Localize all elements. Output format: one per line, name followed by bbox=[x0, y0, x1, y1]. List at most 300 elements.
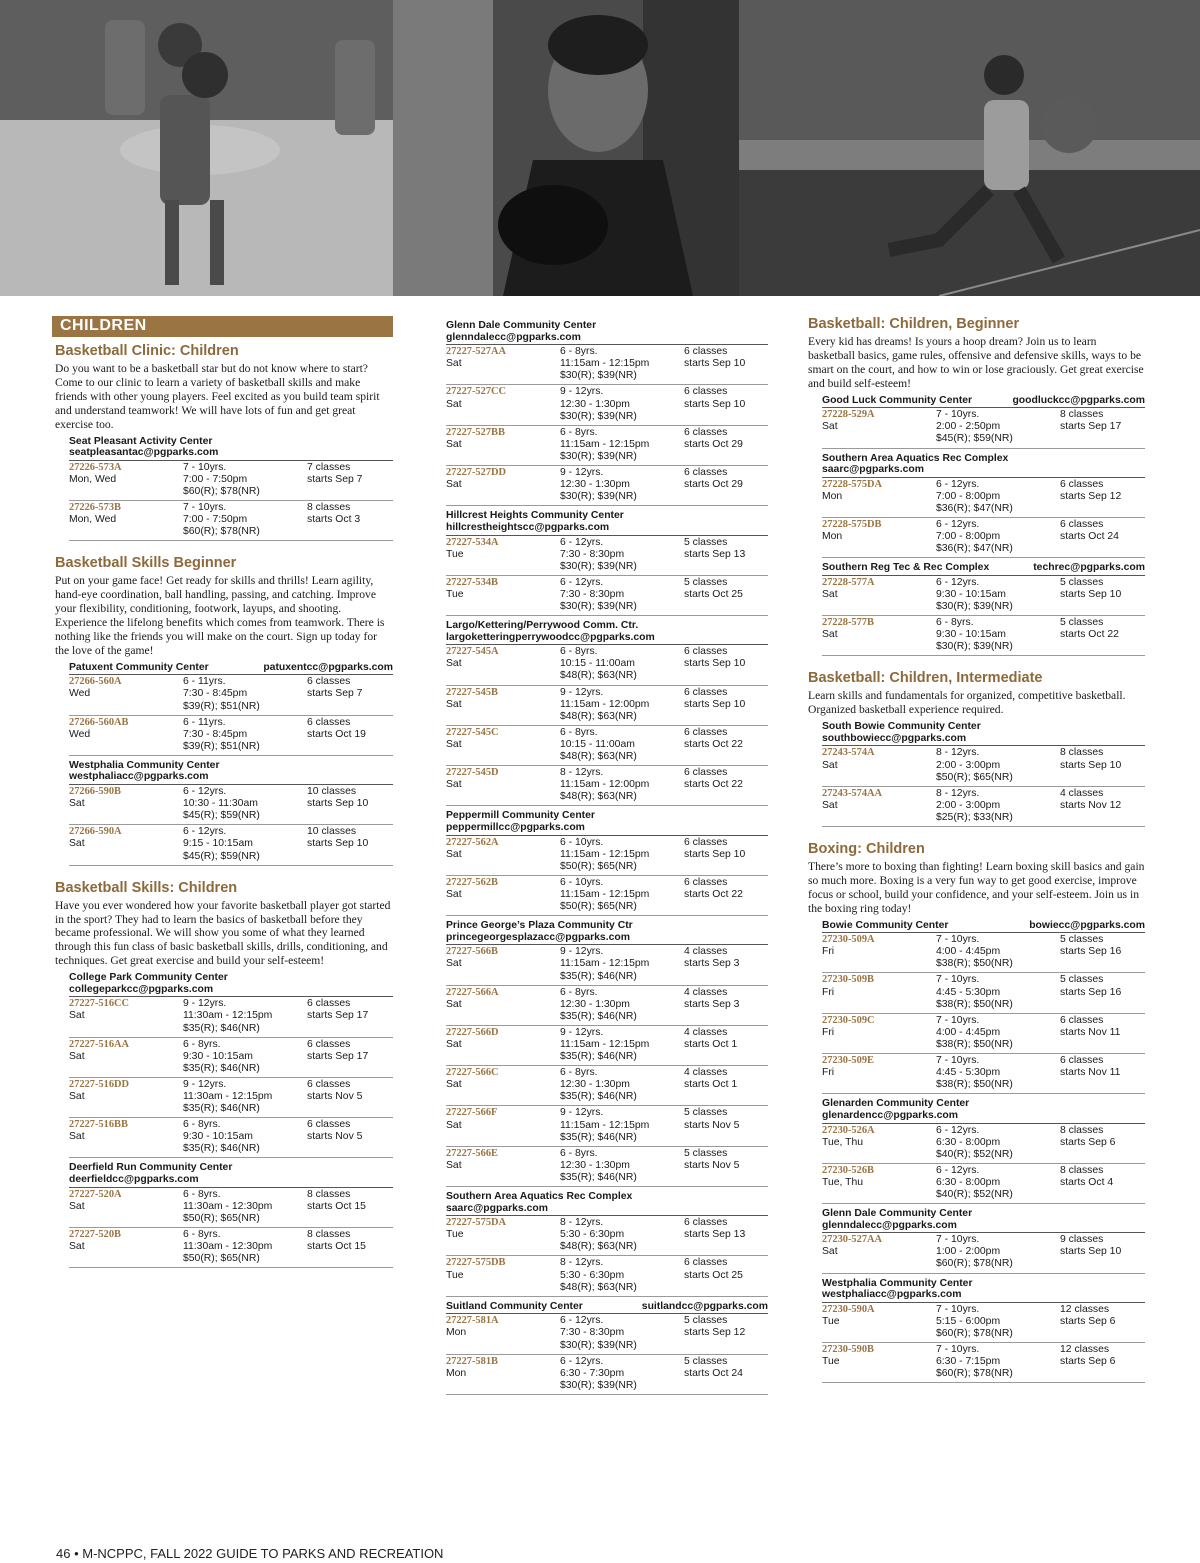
class-code[interactable]: 27243-574A bbox=[822, 747, 875, 759]
class-start: starts Sep 10 bbox=[684, 658, 746, 670]
class-row bbox=[69, 716, 393, 756]
class-ages: 7 - 10yrs. bbox=[936, 1303, 980, 1315]
class-row bbox=[822, 787, 1145, 827]
class-price: $60(R); $78(NR) bbox=[936, 1368, 1013, 1380]
class-time: 6:30 - 7:30pm bbox=[560, 1367, 625, 1379]
class-row bbox=[446, 426, 768, 466]
class-price: $50(R); $65(NR) bbox=[183, 1212, 260, 1224]
class-row bbox=[822, 1124, 1145, 1164]
venue-name: South Bowie Community Center bbox=[822, 721, 981, 733]
class-ages: 7 - 10yrs. bbox=[936, 1014, 980, 1026]
class-start: starts Sep 7 bbox=[307, 473, 363, 485]
venue-email-link[interactable]: glenardencc@pgparks.com bbox=[822, 1109, 959, 1121]
venue-name: Bowie Community Center bbox=[822, 919, 949, 931]
class-count: 10 classes bbox=[307, 826, 357, 838]
class-price: $48(R); $63(NR) bbox=[560, 751, 637, 762]
section-description: Learn skills and fundamentals for organized, competitive basketball. Organized basketball experience required. bbox=[808, 689, 1126, 717]
venue-email-link[interactable]: seatpleasantac@pgparks.com bbox=[69, 447, 219, 459]
venue-header bbox=[446, 510, 768, 535]
class-day: Sat bbox=[446, 738, 462, 750]
class-day: Sat bbox=[69, 1200, 85, 1212]
venue-email-link[interactable]: southbowiecc@pgparks.com bbox=[822, 732, 967, 744]
class-day: Sat bbox=[446, 658, 462, 670]
class-code[interactable]: 27227-520B bbox=[69, 1228, 121, 1240]
class-time: 10:15 - 11:00am bbox=[560, 738, 635, 750]
class-row bbox=[822, 1054, 1145, 1094]
class-code[interactable]: 27227-527CC bbox=[446, 386, 507, 398]
class-row bbox=[446, 1314, 768, 1354]
venue-block bbox=[446, 810, 768, 916]
section-title: Basketball Skills: Children bbox=[55, 879, 238, 896]
class-ages: 6 - 12yrs. bbox=[560, 536, 604, 548]
section-description: Put on your game face! Get ready for skills and thrills! Learn agility, hand-eye coordination, ball handling, passing, and catching. Improve your flexibility, conditioning, footwork, layups, and shooting. Experience the lifelong benefits which comes from teamwork. There is nothing like the friends you will make on the court. Sign up today for the love of the game! bbox=[55, 574, 385, 657]
class-count: 8 classes bbox=[307, 502, 351, 513]
class-start: starts Sep 17 bbox=[1060, 421, 1122, 433]
class-code[interactable]: 27227-562A bbox=[446, 836, 499, 848]
class-count: 5 classes bbox=[684, 576, 728, 588]
class-count: 6 classes bbox=[684, 836, 728, 848]
class-code[interactable]: 27266-560A bbox=[69, 676, 122, 688]
class-code[interactable]: 27227-545C bbox=[446, 726, 499, 738]
venue-email-link[interactable]: patuxentcc@pgparks.com bbox=[263, 661, 393, 673]
class-code[interactable]: 27227-575DA bbox=[446, 1217, 507, 1229]
class-row bbox=[69, 785, 393, 825]
class-count: 6 classes bbox=[307, 676, 351, 688]
class-day: Sat bbox=[446, 848, 462, 860]
class-day: Sat bbox=[446, 958, 462, 970]
class-ages: 7 - 10yrs. bbox=[936, 409, 980, 421]
class-count: 10 classes bbox=[307, 786, 357, 798]
class-start: starts Oct 22 bbox=[684, 888, 743, 900]
class-ages: 6 - 12yrs. bbox=[560, 1315, 604, 1327]
class-price: $30(R); $39(NR) bbox=[936, 641, 1013, 653]
class-row bbox=[822, 1343, 1145, 1383]
class-day: Sat bbox=[446, 479, 462, 491]
venue-header bbox=[69, 972, 393, 997]
class-count: 12 classes bbox=[1060, 1303, 1110, 1315]
class-day: Mon, Wed bbox=[69, 514, 117, 526]
venue-header bbox=[822, 1278, 1145, 1303]
class-count: 6 classes bbox=[307, 1119, 351, 1131]
class-time: 7:00 - 7:50pm bbox=[183, 473, 248, 485]
venue-email-link[interactable]: westphaliacc@pgparks.com bbox=[822, 1289, 962, 1301]
class-price: $30(R); $39(NR) bbox=[560, 491, 637, 503]
class-start: starts Nov 5 bbox=[307, 1131, 363, 1143]
class-ages: 6 - 8yrs. bbox=[560, 986, 598, 998]
venue-email-link[interactable]: largoketteringperrywoodcc@pgparks.com bbox=[446, 631, 655, 643]
class-ages: 9 - 12yrs. bbox=[560, 946, 604, 958]
class-ages: 6 - 12yrs. bbox=[936, 1164, 980, 1176]
class-ages: 6 - 8yrs. bbox=[560, 1067, 598, 1079]
class-code[interactable]: 27230-526B bbox=[822, 1164, 874, 1176]
class-day: Sat bbox=[822, 759, 838, 771]
venue-header bbox=[446, 1301, 768, 1315]
class-code[interactable]: 27227-575DB bbox=[446, 1257, 506, 1269]
class-start: starts Sep 17 bbox=[307, 1050, 369, 1062]
class-row bbox=[446, 726, 768, 766]
class-ages: 7 - 10yrs. bbox=[936, 974, 980, 986]
class-price: $35(R); $46(NR) bbox=[560, 1051, 637, 1063]
class-count: 4 classes bbox=[1060, 787, 1104, 799]
class-start: starts Oct 22 bbox=[684, 738, 743, 750]
class-price: $30(R); $39(NR) bbox=[560, 450, 637, 462]
class-price: $38(R); $50(NR) bbox=[936, 1079, 1013, 1091]
class-code[interactable]: 27230-527AA bbox=[822, 1234, 883, 1246]
class-row bbox=[69, 997, 393, 1037]
class-day: Tue bbox=[446, 588, 464, 600]
class-count: 6 classes bbox=[1060, 1014, 1104, 1026]
class-code[interactable]: 27227-566B bbox=[446, 946, 498, 958]
class-price: $35(R); $46(NR) bbox=[183, 1062, 260, 1074]
class-day: Mon bbox=[446, 1327, 467, 1339]
class-start: starts Sep 7 bbox=[307, 688, 363, 700]
class-time: 9:30 - 10:15am bbox=[183, 1131, 253, 1143]
section-title: Basketball Skills Beginner bbox=[55, 555, 237, 572]
venue-email-link[interactable]: peppermillcc@pgparks.com bbox=[446, 821, 585, 833]
class-ages: 6 - 8yrs. bbox=[183, 1188, 221, 1200]
class-time: 11:30am - 12:30pm bbox=[183, 1241, 273, 1253]
venue-name: Good Luck Community Center bbox=[822, 394, 973, 406]
class-start: starts Oct 3 bbox=[307, 514, 361, 526]
venue-header bbox=[822, 1208, 1145, 1233]
class-ages: 6 - 12yrs. bbox=[936, 1124, 980, 1136]
class-time: 10:15 - 11:00am bbox=[560, 658, 635, 670]
class-count: 5 classes bbox=[684, 1355, 728, 1367]
venue-email-link[interactable]: goodluckcc@pgparks.com bbox=[1012, 394, 1145, 406]
class-day: Wed bbox=[69, 728, 91, 740]
class-ages: 9 - 12yrs. bbox=[560, 1026, 604, 1038]
class-price: $38(R); $50(NR) bbox=[936, 998, 1013, 1010]
class-ages: 6 - 12yrs. bbox=[560, 576, 604, 588]
class-price: $50(R); $65(NR) bbox=[183, 1253, 260, 1265]
class-code[interactable]: 27227-516BB bbox=[69, 1119, 128, 1131]
class-count: 6 classes bbox=[684, 386, 728, 398]
class-ages: 7 - 10yrs. bbox=[936, 1344, 980, 1355]
class-ages: 8 - 12yrs. bbox=[560, 767, 604, 779]
class-start: starts Oct 15 bbox=[307, 1241, 366, 1253]
class-count: 5 classes bbox=[684, 1107, 728, 1119]
class-code[interactable]: 27228-575DB bbox=[822, 518, 882, 530]
venue-name: Westphalia Community Center bbox=[69, 759, 220, 771]
venue-email-link[interactable]: deerfieldcc@pgparks.com bbox=[69, 1174, 199, 1186]
class-start: starts Sep 3 bbox=[684, 998, 740, 1010]
venue-email-link[interactable]: techrec@pgparks.com bbox=[1033, 562, 1145, 574]
class-day: Sat bbox=[69, 1131, 85, 1143]
class-ages: 9 - 12yrs. bbox=[560, 467, 604, 479]
class-count: 9 classes bbox=[1060, 1234, 1104, 1246]
class-code[interactable]: 27227-516CC bbox=[69, 998, 130, 1010]
class-ages: 7 - 10yrs. bbox=[936, 934, 980, 946]
class-count: 4 classes bbox=[684, 946, 728, 958]
class-price: $40(R); $52(NR) bbox=[936, 1188, 1013, 1200]
class-ages: 6 - 8yrs. bbox=[183, 1038, 221, 1050]
class-code[interactable]: 27227-566A bbox=[446, 986, 499, 998]
class-start: starts Oct 4 bbox=[1060, 1176, 1114, 1188]
class-start: starts Nov 5 bbox=[684, 1119, 740, 1131]
class-ages: 9 - 12yrs. bbox=[183, 998, 227, 1010]
class-code[interactable]: 27227-527BB bbox=[446, 426, 505, 438]
venue-header bbox=[69, 1162, 393, 1187]
section-title: Basketball Clinic: Children bbox=[55, 343, 239, 359]
class-code[interactable]: 27228-577B bbox=[822, 617, 874, 629]
class-start: starts Oct 29 bbox=[684, 438, 743, 450]
class-start: starts Sep 17 bbox=[307, 1010, 369, 1022]
venue-email-link[interactable]: saarc@pgparks.com bbox=[446, 1202, 548, 1214]
venue-email-link[interactable]: glenndalecc@pgparks.com bbox=[446, 331, 581, 343]
class-day: Sat bbox=[446, 398, 462, 410]
class-row bbox=[446, 836, 768, 876]
class-code[interactable]: 27228-577A bbox=[822, 576, 875, 588]
class-start: starts Sep 12 bbox=[684, 1327, 746, 1339]
class-code[interactable]: 27227-527AA bbox=[446, 346, 507, 358]
class-time: 1:00 - 2:00pm bbox=[936, 1246, 1001, 1258]
class-price: $35(R); $46(NR) bbox=[560, 1171, 637, 1183]
class-day: Mon, Wed bbox=[69, 473, 117, 485]
class-start: starts Sep 10 bbox=[307, 838, 369, 850]
class-start: starts Oct 1 bbox=[684, 1038, 738, 1050]
class-count: 8 classes bbox=[1060, 1164, 1104, 1176]
class-time: 11:30am - 12:30pm bbox=[183, 1200, 273, 1212]
class-count: 6 classes bbox=[684, 726, 728, 738]
class-row bbox=[446, 1066, 768, 1106]
section-description: Every kid has dreams! Is yours a hoop dream? Join us to learn basketball basics, game rules, offensive and defensive skills, ways to be smart on the court, and how to win or lose graciously. Get great exercise and build self-esteem! bbox=[808, 335, 1144, 390]
page-footer: 46 • M-NCPPC, FALL 2022 GUIDE TO PARKS AND RECREATION bbox=[56, 1546, 444, 1561]
class-code[interactable]: 27227-581A bbox=[446, 1315, 499, 1327]
class-price: $35(R); $46(NR) bbox=[560, 970, 637, 982]
class-code[interactable]: 27227-545A bbox=[446, 646, 499, 658]
venue-email-link[interactable]: collegeparkcc@pgparks.com bbox=[69, 983, 214, 995]
venue-name: Largo/Kettering/Perrywood Comm. Ctr. bbox=[446, 620, 639, 632]
class-price: $35(R); $46(NR) bbox=[560, 1091, 637, 1103]
section-title: Basketball: Children, Beginner bbox=[808, 316, 1020, 332]
class-code[interactable]: 27227-545D bbox=[446, 767, 499, 779]
class-code[interactable]: 27266-590B bbox=[69, 786, 121, 798]
venue-header bbox=[822, 395, 1145, 409]
class-price: $39(R); $51(NR) bbox=[183, 740, 260, 752]
class-row bbox=[69, 1078, 393, 1118]
venue-email-link[interactable]: saarc@pgparks.com bbox=[822, 464, 924, 476]
class-time: 6:30 - 8:00pm bbox=[936, 1136, 1001, 1148]
class-row bbox=[69, 1228, 393, 1268]
class-start: starts Oct 1 bbox=[684, 1079, 738, 1091]
class-code[interactable]: 27230-509A bbox=[822, 934, 875, 946]
venue-email-link[interactable]: bowiecc@pgparks.com bbox=[1029, 919, 1145, 931]
venue-header bbox=[822, 920, 1145, 934]
class-count: 5 classes bbox=[684, 536, 728, 548]
class-price: $35(R); $46(NR) bbox=[560, 1010, 637, 1022]
class-code[interactable]: 27230-590B bbox=[822, 1344, 874, 1355]
class-start: starts Sep 10 bbox=[684, 698, 746, 710]
class-price: $39(R); $51(NR) bbox=[183, 700, 260, 712]
venue-block bbox=[55, 1162, 393, 1268]
class-row bbox=[69, 1188, 393, 1228]
class-time: 9:30 - 10:15am bbox=[183, 1050, 253, 1062]
class-code[interactable]: 27227-520A bbox=[69, 1188, 122, 1200]
class-row bbox=[446, 536, 768, 576]
class-code[interactable]: 27230-590A bbox=[822, 1303, 875, 1315]
class-day: Mon bbox=[446, 1367, 467, 1379]
class-time: 11:15am - 12:15pm bbox=[560, 888, 650, 900]
class-code[interactable]: 27230-526A bbox=[822, 1124, 875, 1136]
class-price: $48(R); $63(NR) bbox=[560, 710, 637, 722]
class-day: Tue bbox=[446, 1269, 464, 1281]
class-day: Sat bbox=[69, 1010, 85, 1022]
class-day: Sat bbox=[446, 779, 462, 791]
basketball-shooter-photo bbox=[0, 0, 393, 296]
class-ages: 6 - 8yrs. bbox=[560, 346, 598, 358]
class-start: starts Sep 3 bbox=[684, 958, 740, 970]
class-start: starts Sep 16 bbox=[1060, 946, 1122, 958]
class-code[interactable]: 27230-509E bbox=[822, 1055, 874, 1067]
class-row bbox=[822, 478, 1145, 518]
class-code[interactable]: 27227-545B bbox=[446, 686, 498, 698]
class-code[interactable]: 27227-516DD bbox=[69, 1078, 130, 1090]
class-day: Sat bbox=[69, 1241, 85, 1253]
class-count: 8 classes bbox=[1060, 409, 1104, 421]
venue-header bbox=[446, 920, 768, 945]
venue-email-link[interactable]: westphaliacc@pgparks.com bbox=[69, 771, 209, 783]
class-code[interactable]: 27227-566C bbox=[446, 1067, 499, 1079]
class-ages: 9 - 12yrs. bbox=[560, 1107, 604, 1119]
class-ages: 6 - 8yrs. bbox=[560, 726, 598, 738]
venue-name: Seat Pleasant Activity Center bbox=[69, 435, 213, 447]
venue-name: Glenn Dale Community Center bbox=[446, 320, 597, 331]
class-code[interactable]: 27227-581B bbox=[446, 1355, 498, 1367]
class-row bbox=[69, 461, 393, 501]
class-row bbox=[822, 576, 1145, 616]
class-time: 7:30 - 8:30pm bbox=[560, 588, 625, 600]
class-ages: 6 - 8yrs. bbox=[560, 426, 598, 438]
class-row bbox=[822, 1303, 1145, 1343]
venue-block bbox=[808, 453, 1145, 559]
class-row bbox=[822, 746, 1145, 786]
venue-block bbox=[808, 721, 1145, 827]
class-price: $38(R); $50(NR) bbox=[936, 1038, 1013, 1050]
class-ages: 6 - 10yrs. bbox=[560, 876, 604, 888]
class-row bbox=[69, 1038, 393, 1078]
class-start: starts Sep 10 bbox=[1060, 1246, 1122, 1258]
venue-header bbox=[822, 721, 1145, 746]
class-code[interactable]: 27227-566F bbox=[446, 1107, 498, 1119]
class-time: 11:15am - 12:15pm bbox=[560, 1038, 650, 1050]
class-code[interactable]: 27227-516AA bbox=[69, 1038, 130, 1050]
class-code[interactable]: 27228-575DA bbox=[822, 478, 883, 490]
class-code[interactable]: 27266-560AB bbox=[69, 716, 129, 728]
class-start: starts Oct 29 bbox=[684, 479, 743, 491]
venue-block bbox=[808, 1098, 1145, 1204]
class-time: 7:00 - 8:00pm bbox=[936, 490, 1001, 502]
venue-email-link[interactable]: hillcrestheightscc@pgparks.com bbox=[446, 521, 610, 533]
class-price: $45(R); $59(NR) bbox=[936, 433, 1013, 445]
class-count: 8 classes bbox=[307, 1228, 351, 1240]
class-count: 6 classes bbox=[684, 346, 728, 358]
class-time: 11:30am - 12:15pm bbox=[183, 1091, 273, 1102]
category-banner: CHILDREN bbox=[52, 316, 393, 337]
class-code[interactable]: 27227-566D bbox=[446, 1026, 499, 1038]
venue-block bbox=[446, 620, 768, 806]
class-time: 4:45 - 5:30pm bbox=[936, 1067, 1001, 1079]
class-day: Sat bbox=[446, 1038, 462, 1050]
class-day: Sat bbox=[822, 629, 838, 641]
class-row bbox=[69, 1118, 393, 1158]
class-price: $25(R); $33(NR) bbox=[936, 811, 1013, 823]
venue-email-link[interactable]: glenndalecc@pgparks.com bbox=[822, 1219, 957, 1231]
venue-email-link[interactable]: suitlandcc@pgparks.com bbox=[641, 1300, 768, 1312]
class-day: Sat bbox=[69, 1050, 85, 1062]
class-code[interactable]: 27243-574AA bbox=[822, 787, 883, 799]
class-ages: 6 - 12yrs. bbox=[936, 576, 980, 588]
class-ages: 6 - 12yrs. bbox=[183, 826, 227, 838]
class-start: starts Sep 13 bbox=[684, 1229, 746, 1241]
class-row bbox=[446, 686, 768, 726]
venue-block bbox=[446, 1191, 768, 1297]
venue-header bbox=[69, 760, 393, 785]
class-code[interactable]: 27227-534A bbox=[446, 536, 499, 548]
class-day: Sat bbox=[822, 588, 838, 600]
venue-name: Glenn Dale Community Center bbox=[822, 1208, 973, 1220]
class-count: 6 classes bbox=[684, 426, 728, 438]
class-ages: 8 - 12yrs. bbox=[560, 1217, 604, 1229]
class-price: $48(R); $63(NR) bbox=[560, 670, 637, 682]
class-count: 8 classes bbox=[1060, 1124, 1104, 1136]
venue-block bbox=[808, 562, 1145, 656]
venue-header bbox=[822, 453, 1145, 478]
class-count: 5 classes bbox=[1060, 576, 1104, 588]
class-time: 2:00 - 3:00pm bbox=[936, 759, 1001, 771]
class-code[interactable]: 27227-527DD bbox=[446, 467, 507, 479]
class-start: starts Sep 6 bbox=[1060, 1315, 1116, 1327]
venue-name: Prince George’s Plaza Community Ctr bbox=[446, 920, 633, 932]
class-time: 7:30 - 8:30pm bbox=[560, 548, 625, 560]
class-code[interactable]: 27226-573B bbox=[69, 502, 121, 513]
class-price: $36(R); $47(NR) bbox=[936, 502, 1013, 514]
class-count: 6 classes bbox=[684, 467, 728, 479]
class-start: starts Oct 15 bbox=[307, 1200, 366, 1212]
class-code[interactable]: 27230-509C bbox=[822, 1014, 875, 1026]
class-start: starts Oct 25 bbox=[684, 1269, 743, 1281]
class-count: 6 classes bbox=[307, 998, 351, 1010]
class-day: Tue bbox=[822, 1356, 840, 1368]
class-code[interactable]: 27266-590A bbox=[69, 826, 122, 838]
class-time: 12:30 - 1:30pm bbox=[560, 998, 630, 1010]
class-time: 11:30am - 12:15pm bbox=[183, 1010, 273, 1022]
class-time: 5:30 - 6:30pm bbox=[560, 1269, 625, 1281]
class-code[interactable]: 27230-509B bbox=[822, 974, 874, 986]
venue-name: Peppermill Community Center bbox=[446, 810, 595, 822]
class-code[interactable]: 27227-562B bbox=[446, 876, 498, 888]
venue-email-link[interactable]: princegeorgesplazacc@pgparks.com bbox=[446, 931, 630, 943]
class-price: $50(R); $65(NR) bbox=[560, 901, 637, 913]
venue-block bbox=[446, 1301, 768, 1395]
class-time: 5:30 - 6:30pm bbox=[560, 1229, 625, 1241]
class-start: starts Nov 5 bbox=[307, 1091, 363, 1102]
venue-name: Glenarden Community Center bbox=[822, 1098, 970, 1110]
class-code[interactable]: 27226-573A bbox=[69, 461, 122, 473]
class-code[interactable]: 27228-529A bbox=[822, 409, 875, 421]
class-row bbox=[446, 1355, 768, 1395]
class-time: 7:00 - 8:00pm bbox=[936, 531, 1001, 543]
venue-name: Deerfield Run Community Center bbox=[69, 1162, 233, 1174]
class-count: 5 classes bbox=[1060, 617, 1104, 629]
venue-name: Southern Area Aquatics Rec Complex bbox=[822, 452, 1009, 464]
class-code[interactable]: 27227-566E bbox=[446, 1147, 498, 1159]
class-code[interactable]: 27227-534B bbox=[446, 576, 498, 588]
class-ages: 9 - 12yrs. bbox=[560, 686, 604, 698]
class-day: Sat bbox=[822, 421, 838, 433]
class-row bbox=[69, 501, 393, 541]
class-price: $48(R); $63(NR) bbox=[560, 791, 637, 803]
class-day: Sat bbox=[446, 1079, 462, 1091]
